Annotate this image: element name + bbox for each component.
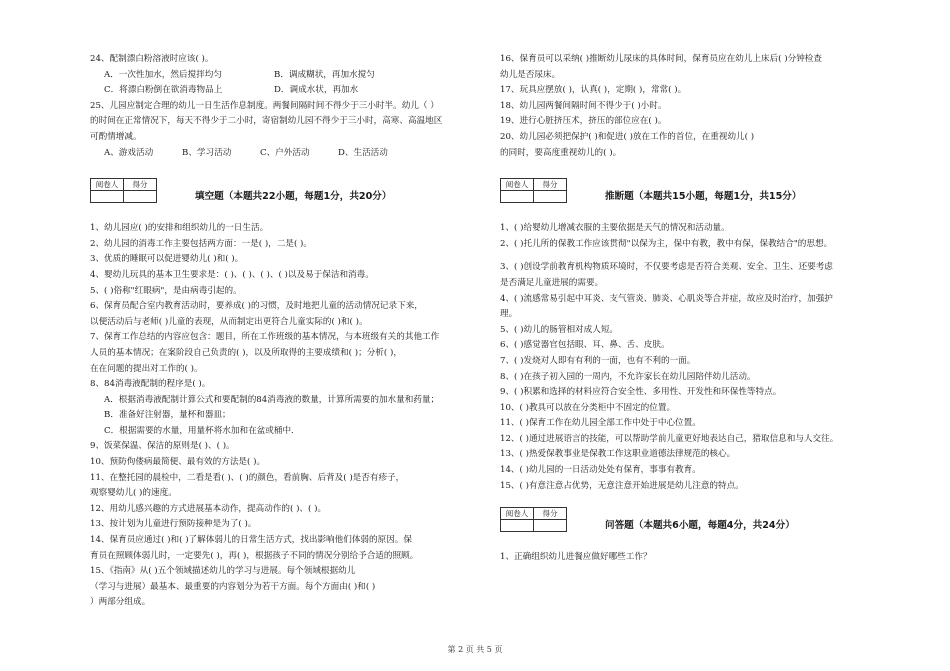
section-title: 问答题（本题共6小题，每题4分，共24分）: [605, 520, 795, 532]
fill-blank-line: 3、优质的睡眠可以促进婴幼儿( )和( )。: [90, 254, 244, 265]
qa-line: 1、正确组织幼儿进餐应做好哪些工作？: [500, 552, 652, 563]
fill-blank-line: 2、幼儿园的消毒工作主要包括两方面：一是( )，二是( )。: [90, 238, 312, 249]
question-line: 19、进行心脏挤压术，挤压的部位应在( )。: [500, 116, 667, 127]
judge-line: 9、( )积累和选择的材料应符合安全性、多用性、开发性和环保性等特点。: [500, 387, 782, 398]
judge-line: 11、( )保育工作在幼儿园全部工作中处于中心位置。: [500, 418, 701, 429]
judge-section-header: [500, 171, 920, 203]
fill-blank-line: 7、保育工作总结的内容应包含：题目，所在工作班级的基本情况，与本班级有关的其他工作: [90, 332, 440, 343]
fill-blank-line: 6、保育员配合室内教育活动时，要养成( )的习惯，及时地把儿童的活动情况记录下来，: [90, 301, 423, 312]
question-line: 17、玩具应摆放( )，认真( )，定期( )，常常( )。: [500, 85, 687, 96]
judge-line: 6、( )感觉器官包括眼、耳、鼻、舌、皮肤。: [500, 340, 670, 351]
fill-blank-line: 4、婴幼儿玩具的基本卫生要求是：( )、( )、( )、( )以及易于保洁和消毒。: [90, 269, 374, 280]
score-box: [500, 507, 567, 532]
right-column: [500, 52, 920, 566]
grader-cell: [91, 191, 124, 203]
score-box: [90, 178, 157, 203]
q24-option-b: B．调成糊状，再加水搅匀: [274, 69, 375, 80]
q24-option-d: D．调成水状，再加水: [274, 85, 359, 96]
judge-line: 是否满足儿童进展的需要。: [500, 277, 604, 288]
q25-option-b: B、学习活动: [182, 147, 232, 158]
fill-blank-line: 14、保育员应通过( )和( )了解体弱儿的日常生活方式，找出影响他们体弱的原因。保: [90, 535, 412, 546]
grader-label: 阅卷人: [501, 508, 534, 520]
fill-blank-line: 12、用幼儿感兴趣的方式进展基本动作，提高动作的( )、( )。: [90, 503, 327, 514]
fill-blank-line: 8、84消毒液配制的程序是( )。: [90, 379, 211, 390]
q24-option-a: A．一次性加水，然后搅拌均匀: [104, 69, 222, 80]
question-line: 25、儿园应制定合理的幼儿一日生活作息制度。两餐间隔时间不得少于三小时半。幼儿（ ）: [90, 100, 439, 111]
judge-line: 15、( )有意注意占优势，无意注意开始进展是幼儿注意的特点。: [500, 480, 744, 491]
judge-line: 7、( )发烧对人即有有利的一面，也有不利的一面。: [500, 355, 696, 366]
q24-option-c: C．将漂白粉倒在欲消毒物品上: [104, 85, 223, 96]
fill-blank-line: 13、按计划为儿童进行预防接种是为了( )。: [90, 519, 257, 530]
judge-line: [500, 252, 920, 260]
fill-blank-line: 育员在照顾体弱儿时，一定要先( )，再( )，根据孩子不同的情况分别给予合适的照顾。: [90, 550, 419, 561]
section-title: 推断题（本题共15小题，每题1分，共15分）: [605, 191, 802, 203]
fill-blank-section-header: [90, 171, 510, 203]
score-cell: [124, 191, 157, 203]
fill-blank-line: 1、幼儿园应( )的安排和组织幼儿的一日生活。: [90, 223, 269, 234]
score-label: 得分: [534, 508, 567, 520]
fill-blank-line: 5、( )俗称"红眼病"，是由病毒引起的。: [90, 285, 242, 296]
fill-blank-line: 在在问题的提出对工作的( )。: [90, 363, 203, 374]
judge-line: 12、( )通过进展语言的技能，可以帮助学前儿童更好地表达自己，猎取信息和与人交往。: [500, 433, 839, 444]
fill-blank-line: A．根据消毒液配制计算公式和要配制的84消毒液的数量，计算所需要的加水量和药量；: [104, 394, 440, 405]
fill-blank-line: 15、《指南》从( )五个领域描述幼儿的学习与进展。每个领域根据幼儿: [90, 566, 356, 577]
fill-blank-line: 观察婴幼儿( )的速度。: [90, 488, 177, 499]
page-footer: 第 2 页 共 5 页: [447, 645, 503, 654]
question-line: 的同时，要高度重视幼儿的( )。: [500, 147, 622, 158]
q25-option-c: C、户外活动: [260, 147, 310, 158]
question-line: 可酌情增减。: [90, 131, 142, 142]
question-line: 幼儿是否尿床。: [500, 69, 561, 80]
section-title: 填空题（本题共22小题，每题1分，共20分）: [195, 191, 392, 203]
score-box: [500, 178, 567, 203]
qa-section-header: [500, 500, 920, 532]
fill-blank-line: 9、饭菜保温、保洁的原则是( )、( )。: [90, 441, 235, 452]
score-label: 得分: [534, 179, 567, 191]
judge-line: 14、( )幼儿园的一日活动处处有保育，事事有教育。: [500, 465, 701, 476]
fill-blank-line: 10、预防佝偻病最简便、最有效的方法是( )。: [90, 457, 266, 468]
q24-options-cd: [90, 83, 510, 99]
grader-label: 阅卷人: [501, 179, 534, 191]
q25-option-a: A、游戏活动: [104, 147, 154, 158]
grader-cell: [501, 520, 534, 532]
question-line: 18、幼儿园两餐间隔时间不得少于( )小时。: [500, 100, 667, 111]
judge-line: 8、( )在孩子初入园的一周内，不允许家长在幼儿园陪伴幼儿活动。: [500, 371, 756, 382]
fill-blank-line: （学习与进展）最基本、最重要的内容划分为若干方面。每个方面由( )和( ): [90, 581, 376, 592]
question-line: 的时间在正常情况下，每天不得少于二小时，寄宿制幼儿园不得少于三小时，高寒、高温地区: [90, 116, 443, 127]
fill-blank-line: 以便活动后与老师( )儿童的表现，从而制定出更符合儿童实际的( )和( )。: [90, 316, 368, 327]
grader-cell: [501, 191, 534, 203]
judge-line: 10、( )教具可以放在分类柜中不固定的位置。: [500, 402, 676, 413]
judge-line: 4、( )流感常易引起中耳炎、支气管炎、肺炎、心肌炎等合并症，故应及时治疗，加强护: [500, 293, 833, 304]
question-line: 20、幼儿园必须把保护( )和促进( )放在工作的首位，在重视幼儿( ): [500, 131, 755, 142]
q25-options: [90, 146, 510, 162]
judge-line: 3、( )创设学前教育机构物质环境时，不仅要考虑是否符合美观、安全、卫生、还要考虑: [500, 262, 833, 273]
judge-line: 13、( )热爱保教事业是保教工作这职业道德法律规范的核心。: [500, 449, 736, 460]
fill-blank-line: 人员的基本情况；在案阶段自己负责的( )，以及所取得的主要成绩和( )；分析( )，: [90, 347, 402, 358]
judge-line: 1、( )给婴幼儿增减衣服的主要依据是天气的情况和活动量。: [500, 223, 730, 234]
judge-line: 2、( )托儿所的保教工作应该贯彻"以保为主，保中有教，教中有保，保教结合"的思想。: [500, 238, 833, 249]
judge-line: 5、( )幼儿的肠管相对成人短。: [500, 324, 619, 335]
fill-blank-line: B．准备好注射器，量杯和器皿；: [104, 410, 231, 421]
q24-options-ab: [90, 68, 510, 84]
fill-blank-line: 11、在整托园的晨检中，二看是看( )、( )的颜色，看前胸、后背及( )是否有疹子，: [90, 472, 405, 483]
left-column: [90, 52, 510, 611]
grader-label: 阅卷人: [91, 179, 124, 191]
question-line: 24、配制漂白粉溶液时应该( )。: [90, 54, 214, 64]
score-cell: [534, 191, 567, 203]
fill-blank-line: ）两部分组成。: [90, 597, 151, 608]
judge-line: 理。: [500, 309, 518, 320]
fill-blank-line: C．根据需要的水量，用量杯将水加和在盆或桶中.: [104, 425, 294, 436]
score-label: 得分: [124, 179, 157, 191]
score-cell: [534, 520, 567, 532]
q25-option-d: D、生活活动: [338, 147, 388, 158]
question-line: 16、保育员可以采纳( )推断幼儿尿床的具体时间，保育员应在幼儿上床后( )分钟检查: [500, 54, 822, 64]
